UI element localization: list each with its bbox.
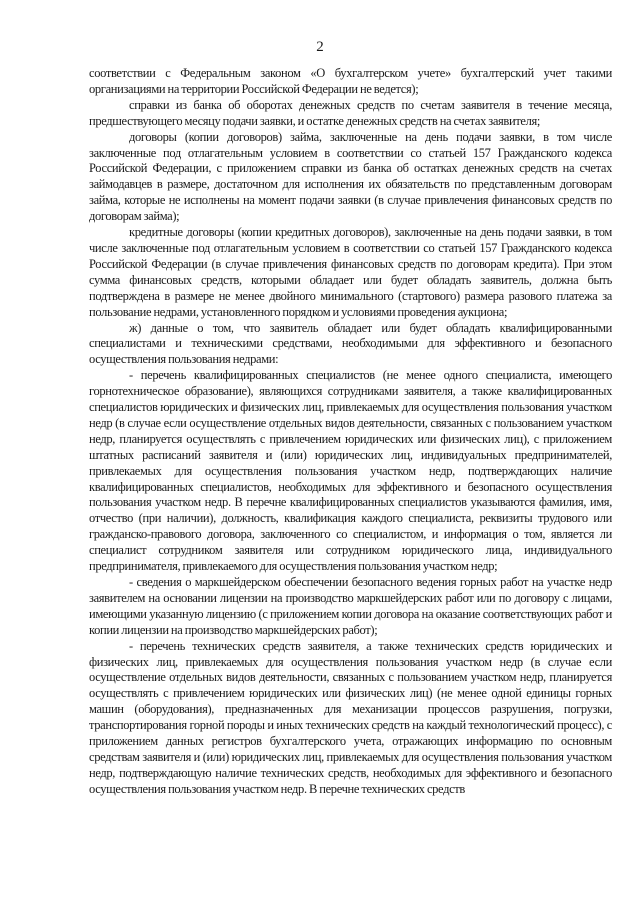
- paragraph-loan-agreements: договоры (копии договоров) займа, заключенные на день подачи заявки, в том числе заключенные под отлагательным условием в соответствии со статьей 157 Гражданского кодекса Российской Федерации, с приложением справки из банка об остатках денежных средств на счетах займодавцев в размере, достаточном для исполнения их обязательств по представленным договорам займа, которые не исполнены на момент подачи заявки (в случае привлечения финансовых средств по договорам займа);: [89, 129, 612, 224]
- paragraph-technical-means: - перечень технических средств заявителя, а также технических средств юридических и физических лиц, привлекаемых для осуществления пользования участком недр (в случае если осуществление отдельных видов деятельности, связанных с пользованием участком недр, планируется осуществлять с привлечением юридических или физических лиц) (не менее одной единицы горных машин (оборудования), предназначенных для механизации процессов разрушения, погрузки, транспортирования горной породы и иных технических средств на каждый технологический процесс), с приложением данных регистров бухгалтерского учета, отражающих информацию по основным средствам заявителя и (или) юридических лиц, привлекаемых для осуществления пользования участком недр, подтверждающую наличие технических средств, необходимых для эффективного и безопасного осуществления пользования участком недр. В перечне технических средств: [89, 638, 612, 796]
- paragraph-surveying: - сведения о маркшейдерском обеспечении безопасного ведения горных работ на участке недр заявителем на основании лицензии на производство маркшейдерских работ или по договору с лицами, имеющими указанную лицензию (с приложением копии договора на оказание соответствующих работ и копии лицензии на производство маркшейдерских работ);: [89, 575, 612, 637]
- paragraph-item-zh: ж) данные о том, что заявитель обладает или будет обладать квалифицированными специалистами и техническими средствами, необходимыми для эффективного и безопасного осуществления пользования недрами:: [89, 320, 612, 367]
- paragraph-bank-statements: справки из банка об оборотах денежных средств по счетам заявителя в течение месяца, предшествующего месяцу подачи заявки, и остатке денежных средств на счетах заявителя;: [89, 97, 612, 128]
- paragraph-specialists-list: - перечень квалифицированных специалистов (не менее одного специалиста, имеющего горнотехническое образование), являющихся сотрудниками заявителя, а также квалифицированных специалистов юридических и физических лиц, привлекаемых для осуществления пользования участком недр (в случае если осуществление отдельных видов деятельности, связанных с пользованием участком недр, планируется осуществлять с привлечением юридических или физических лиц), с приложением штатных расписаний заявителя и (или) юридических лиц, индивидуальных предпринимателей, привлекаемых для осуществления пользования участком недр, подтверждающих наличие квалифицированных специалистов, необходимых для эффективного и безопасного осуществления пользования участком недр. В перечне квалифицированных специалистов указываются фамилия, имя, отчество (при наличии), должность, квалификация каждого специалиста, реквизиты трудового или гражданско-правового договора, заключенного со специалистом, и информация о том, является ли специалист сотрудником заявителя или сотрудником юридического лица, индивидуального предпринимателя, привлекаемого для осуществления пользования участком недр;: [89, 368, 612, 574]
- page-number: 2: [316, 39, 324, 55]
- paragraph-continuation: соответствии с Федеральным законом «О бухгалтерском учете» бухгалтерский учет такими организациями на территории Российской Федерации не ведется);: [89, 66, 612, 96]
- document-body: [89, 66, 612, 798]
- paragraph-credit-agreements: кредитные договоры (копии кредитных договоров), заключенные на день подачи заявки, в том числе заключенные под отлагательным условием в соответствии со статьей 157 Гражданского кодекса Российской Федерации (в случае привлечения финансовых средств по договорам кредита). При этом сумма финансовых средств, которыми обладает или будет обладать заявитель, должна быть подтверждена в размере не менее двойного минимального (стартового) размера разового платежа за пользование недрами, установленного порядком и условиями проведения аукциона;: [89, 225, 612, 319]
